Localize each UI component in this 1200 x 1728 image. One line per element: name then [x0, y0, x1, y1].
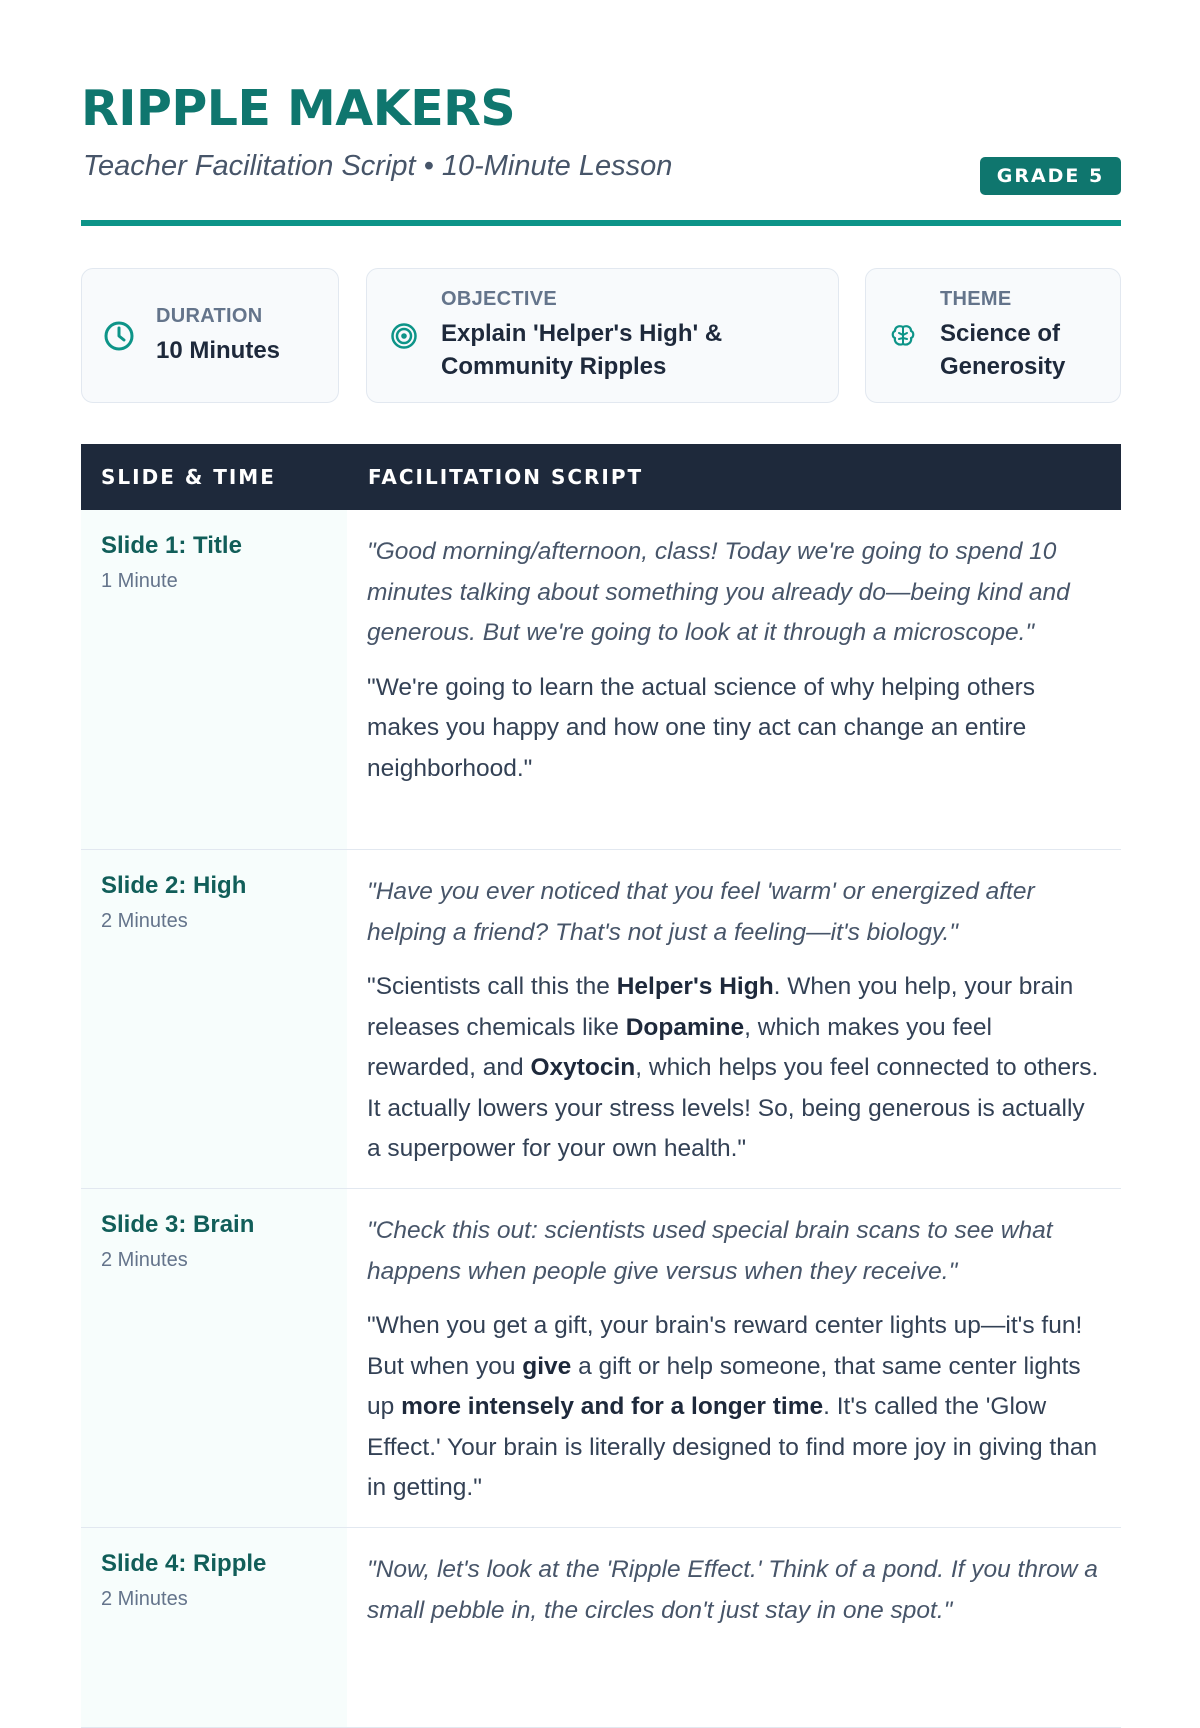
table-header: [81, 444, 1121, 510]
script-emphasis: more intensely and for a longer time: [401, 1393, 824, 1420]
target-icon: [388, 320, 420, 352]
script-quote: "Now, let's look at the 'Ripple Effect.' Think of a pond. If you throw a small pebble in, the circles don't just stay in one spot.": [367, 1556, 1098, 1624]
table-row: [81, 1528, 1121, 1728]
column-header-slide: SLIDE & TIME: [101, 465, 276, 489]
grade-badge: GRADE 5: [980, 157, 1121, 195]
slide-title: Slide 3: Brain: [101, 1211, 255, 1238]
table-row: [81, 850, 1121, 1189]
script-emphasis: give: [522, 1352, 572, 1380]
table-row: [81, 1189, 1121, 1528]
objective-card: [366, 268, 839, 403]
header-divider: [81, 220, 1121, 226]
script-body: "Scientists call this the Helper's High. When you help, your brain releases chemicals like Dopamine, which makes you feel rewarded, and Oxytocin, which helps you feel connected to others. It actually lowers your stress levels! So, being generous is actually a superpower for your own health.": [367, 973, 1099, 1162]
theme-value: Science of Generosity: [940, 320, 1066, 380]
clock-icon: [103, 320, 135, 352]
duration-card: [81, 268, 339, 403]
duration-label: DURATION: [156, 304, 263, 327]
theme-label: THEME: [940, 288, 1012, 310]
script-body: "We're going to learn the actual science of why helping others makes you happy and how one tiny act can change an entire neighborhood.": [367, 673, 1036, 782]
script-cell: [367, 872, 1102, 1170]
table-row: [81, 510, 1121, 850]
script-emphasis: Dopamine: [625, 1013, 745, 1041]
brain-icon: [887, 320, 919, 352]
duration-value: 10 Minutes: [156, 336, 281, 364]
slide-cell: [81, 1189, 347, 1527]
slide-title: Slide 1: Title: [101, 532, 242, 559]
slide-cell: [81, 510, 347, 849]
slide-title: Slide 2: High: [101, 872, 247, 899]
slide-time: 1 Minute: [101, 570, 178, 592]
objective-label: OBJECTIVE: [441, 288, 558, 310]
script-emphasis: Oxytocin: [530, 1054, 636, 1081]
script-quote: "Check this out: scientists used special brain scans to see what happens when people give versus when they receive.": [367, 1217, 1053, 1285]
script-cell: [367, 1211, 1102, 1509]
objective-value: Explain 'Helper's High' & Community Ripples: [441, 320, 723, 380]
script-cell: [367, 1550, 1102, 1631]
theme-card: [865, 268, 1121, 403]
script-body: "When you get a gift, your brain's reward center lights up—it's fun! But when you give a gift or help someone, that same center lights up more intensely and for a longer time. It's called the 'Glow Effect.' Your brain is literally designed to find more joy in giving than in getting.": [367, 1312, 1098, 1501]
slide-time: 2 Minutes: [101, 910, 188, 932]
page-title: RIPPLE MAKERS: [81, 80, 516, 137]
script-cell: [367, 532, 1102, 789]
column-header-script: FACILITATION SCRIPT: [368, 465, 644, 489]
slide-cell: [81, 850, 347, 1188]
slide-time: 2 Minutes: [101, 1249, 188, 1271]
script-emphasis: Helper's High: [616, 973, 774, 1000]
slide-time: 2 Minutes: [101, 1588, 188, 1610]
script-quote: "Have you ever noticed that you feel 'warm' or energized after helping a friend? That's not just a feeling—it's biology.": [367, 878, 1035, 946]
script-quote: "Good morning/afternoon, class! Today we're going to spend 10 minutes talking about something you already do—being kind and generous. But we're going to look at it through a microscope.": [367, 538, 1070, 646]
slide-title: Slide 4: Ripple: [101, 1550, 267, 1577]
page-subtitle: Teacher Facilitation Script • 10-Minute Lesson: [83, 150, 673, 182]
